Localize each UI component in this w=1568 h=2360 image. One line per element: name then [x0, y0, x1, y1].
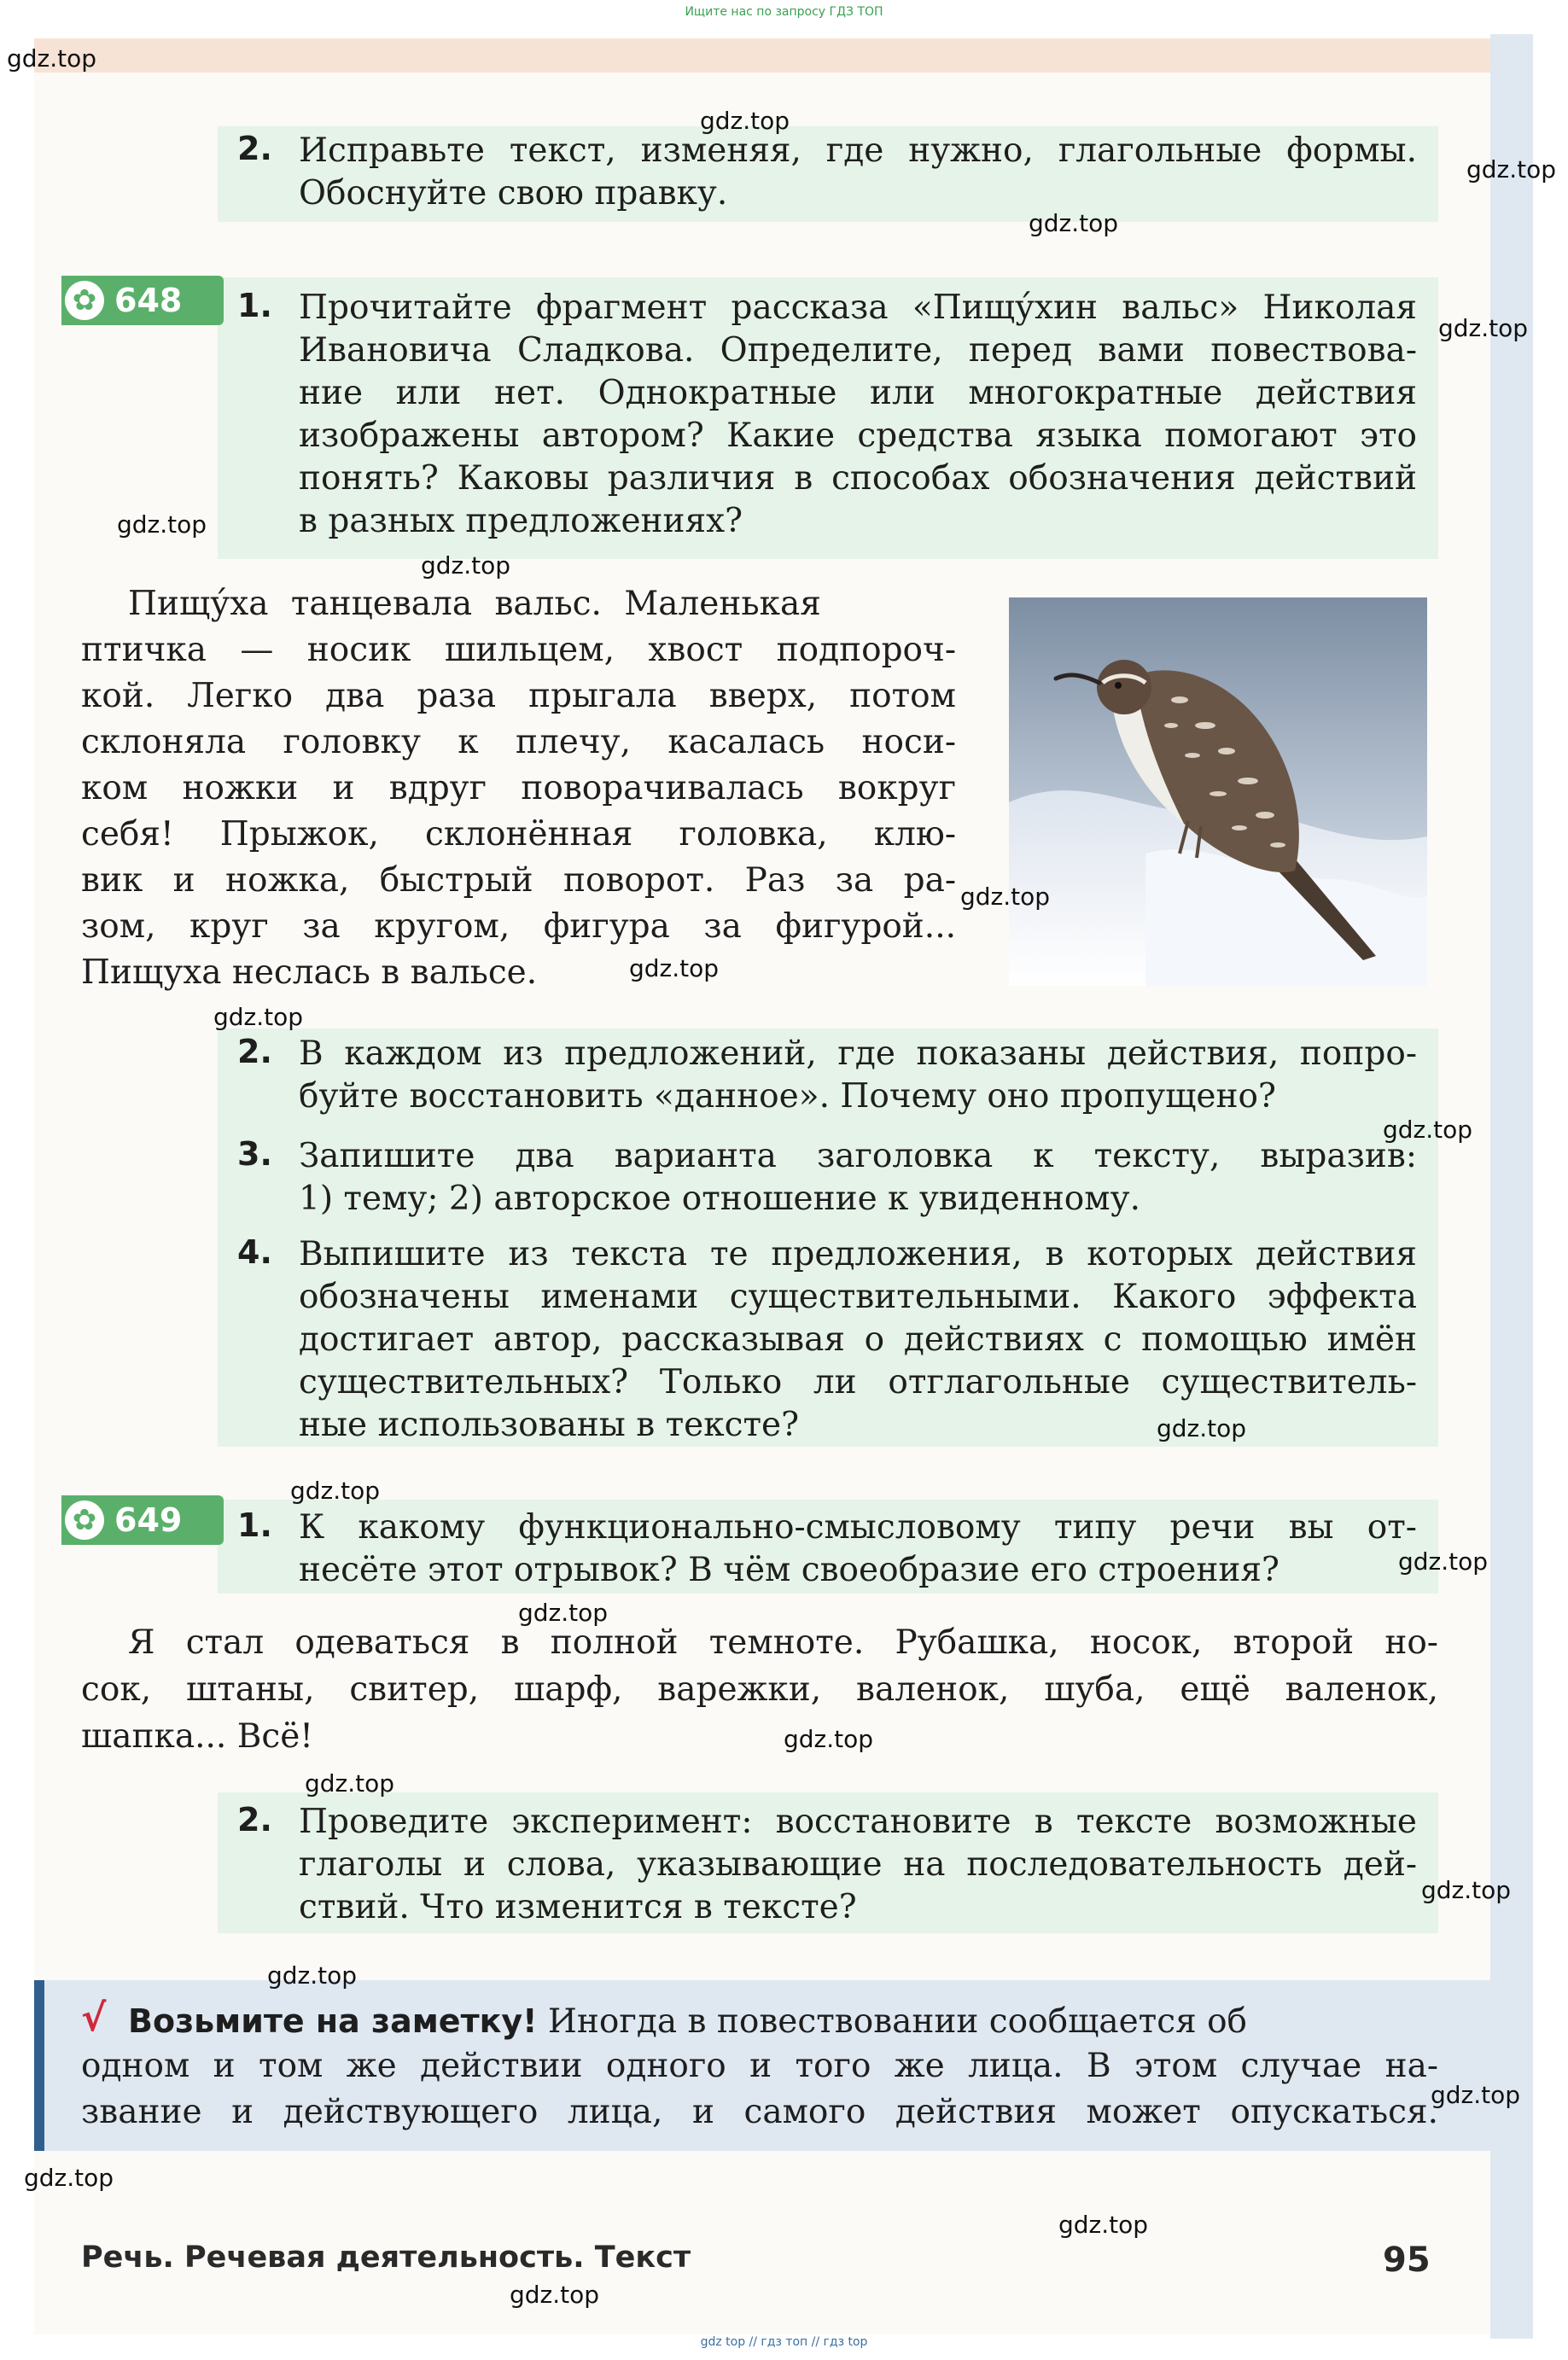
- note-line: звание и действующего лица, и самого действия может опускаться.: [81, 2093, 1438, 2131]
- task-647-q2-line: Исправьте текст, изменяя, где нужно, глагольные формы.: [299, 131, 1417, 170]
- top-band: [34, 38, 1490, 73]
- task-649-text-line: Я стал одеваться в полной темноте. Рубашка, носок, второй но-: [128, 1623, 1438, 1662]
- task-649-badge: [61, 1495, 224, 1545]
- task-649-q1-number: 1.: [237, 1506, 272, 1544]
- task-648-text-line: Пищу́ха танцевала вальс. Маленькая: [128, 585, 821, 623]
- watermark: gdz.top: [960, 883, 1051, 911]
- watermark: gdz.top: [510, 2281, 600, 2309]
- watermark: gdz.top: [213, 1003, 304, 1031]
- watermark: gdz.top: [117, 510, 207, 539]
- task-648-q3-line: Запишите два варианта заголовка к тексту, выразив:: [299, 1137, 1417, 1175]
- task-648-q2-line: В каждом из предложений, где показаны действия, попро-: [299, 1034, 1417, 1073]
- task-648-text-line: вик и ножка, быстрый поворот. Раз за ра-: [81, 861, 956, 900]
- watermark: gdz.top: [1029, 209, 1119, 237]
- task-648-q1-line: Прочитайте фрагмент рассказа «Пищу́хин вальс» Николая: [299, 288, 1417, 327]
- task-648-q2-line: буйте восстановить «данное». Почему оно пропущено?: [299, 1077, 1276, 1116]
- watermark: gdz.top: [1383, 1116, 1473, 1144]
- task-648-text-line: склоняла головку к плечу, касалась носи-: [81, 723, 956, 761]
- watermark: gdz.top: [1438, 314, 1529, 342]
- bird-photo: [1009, 597, 1427, 986]
- page-number: 95: [1383, 2241, 1431, 2280]
- watermark: gdz.top: [1157, 1414, 1247, 1442]
- watermark: gdz.top: [518, 1599, 609, 1627]
- task-649-q1-line: несёте этот отрывок? В чём своеобразие его строения?: [299, 1551, 1279, 1589]
- watermark: gdz.top: [784, 1725, 874, 1753]
- task-648-text-line: ком ножки и вдруг поворачивалась вокруг: [81, 769, 956, 807]
- footer-section-title: Речь. Речевая деятельность. Текст: [81, 2241, 691, 2275]
- task-648-q1-line: изображены автором? Какие средства языка помогают это: [299, 417, 1417, 455]
- task-647-q2-line: Обоснуйте свою правку.: [299, 174, 728, 213]
- note-first-line: [128, 2000, 1438, 2043]
- watermark: gdz.top: [1466, 155, 1557, 184]
- task-648-q1-line: ние или нет. Однократные или многократные действия: [299, 374, 1417, 412]
- watermark: gdz.top: [700, 107, 790, 135]
- task-648-q3-line: 1) тему; 2) авторское отношение к увиденному.: [299, 1180, 1140, 1218]
- note-line: одном и том же действии одного и того же лица. В этом случае на-: [81, 2047, 1438, 2085]
- task-648-q4-number: 4.: [237, 1233, 272, 1271]
- task-648-text-line: Пищуха неслась в вальсе.: [81, 953, 538, 992]
- task-649-q2-line: ствий. Что изменится в тексте?: [299, 1888, 857, 1926]
- task-648-q1-line: Ивановича Сладкова. Определите, перед вами повествова-: [299, 331, 1417, 370]
- watermark: gdz.top: [1431, 2081, 1521, 2109]
- task-648-q3-number: 3.: [237, 1135, 272, 1173]
- task-648-text-line: кой. Легко два раза прыгала вверх, потом: [81, 677, 956, 715]
- note-first-line-text: Иногда в повествовании сообщается об: [547, 2002, 1248, 2041]
- task-648-text-line: зом, круг за кругом, фигура за фигурой...: [81, 907, 956, 946]
- task-648-q4-line: существительных? Только ли отглагольные существитель-: [299, 1363, 1417, 1401]
- watermark: gdz.top: [1398, 1547, 1489, 1576]
- flower-icon: ✿: [65, 281, 104, 320]
- task-647-q2-number: 2.: [237, 130, 272, 167]
- task-649-text-line: шапка... Всё!: [81, 1717, 313, 1756]
- watermark: gdz.top: [1058, 2211, 1149, 2239]
- task-649-text-line: сок, штаны, свитер, шарф, варежки, валенок, шуба, ещё валенок,: [81, 1670, 1438, 1709]
- watermark: gdz.top: [7, 44, 97, 73]
- checkmark-icon: √: [81, 1996, 107, 2040]
- task-648-text-line: себя! Прыжок, склонённая головка, клю-: [81, 815, 956, 854]
- task-649-badge-number: 649: [114, 1501, 183, 1539]
- flower-icon: ✿: [65, 1500, 104, 1540]
- task-648-q4-line: ные использованы в тексте?: [299, 1406, 800, 1444]
- watermark: gdz.top: [629, 954, 720, 982]
- task-648-q4-line: Выпишите из текста те предложения, в которых действия: [299, 1235, 1417, 1273]
- task-648-q1-line: понять? Каковы различия в способах обозначения действий: [299, 459, 1417, 498]
- watermark: gdz.top: [305, 1769, 395, 1798]
- task-648-badge: [61, 276, 224, 325]
- task-649-q2-number: 2.: [237, 1801, 272, 1838]
- task-648-q4-line: обозначены именами существительными. Какого эффекта: [299, 1278, 1417, 1316]
- task-648-q2-number: 2.: [237, 1033, 272, 1070]
- task-649-q1-line: К какому функционально-смысловому типу речи вы от-: [299, 1508, 1417, 1547]
- task-648-q1-line: в разных предложениях?: [299, 502, 743, 540]
- bottom-note: gdz top // гдз топ // гдз top: [700, 2335, 868, 2349]
- task-648-text-line: птичка — носик шильцем, хвост подпороч-: [81, 631, 956, 669]
- task-648-q4-line: достигает автор, рассказывая о действиях с помощью имён: [299, 1320, 1417, 1359]
- watermark: gdz.top: [421, 551, 511, 580]
- watermark: gdz.top: [24, 2164, 114, 2192]
- right-strip: [1490, 34, 1533, 2339]
- watermark: gdz.top: [1421, 1876, 1512, 1904]
- top-note: Ищите нас по запросу ГДЗ ТОП: [685, 5, 883, 19]
- watermark: gdz.top: [290, 1477, 381, 1505]
- note-title: Возьмите на заметку!: [128, 2002, 538, 2040]
- watermark: gdz.top: [267, 1961, 358, 1990]
- task-649-q2-line: глаголы и слова, указывающие на последовательность дей-: [299, 1845, 1417, 1884]
- task-648-q1-number: 1.: [237, 287, 272, 324]
- treecreeper-bird-illustration: [1009, 597, 1427, 986]
- task-649-q2-line: Проведите эксперимент: восстановите в тексте возможные: [299, 1803, 1417, 1841]
- task-648-badge-number: 648: [114, 282, 183, 319]
- note-accent-bar: [34, 1980, 44, 2151]
